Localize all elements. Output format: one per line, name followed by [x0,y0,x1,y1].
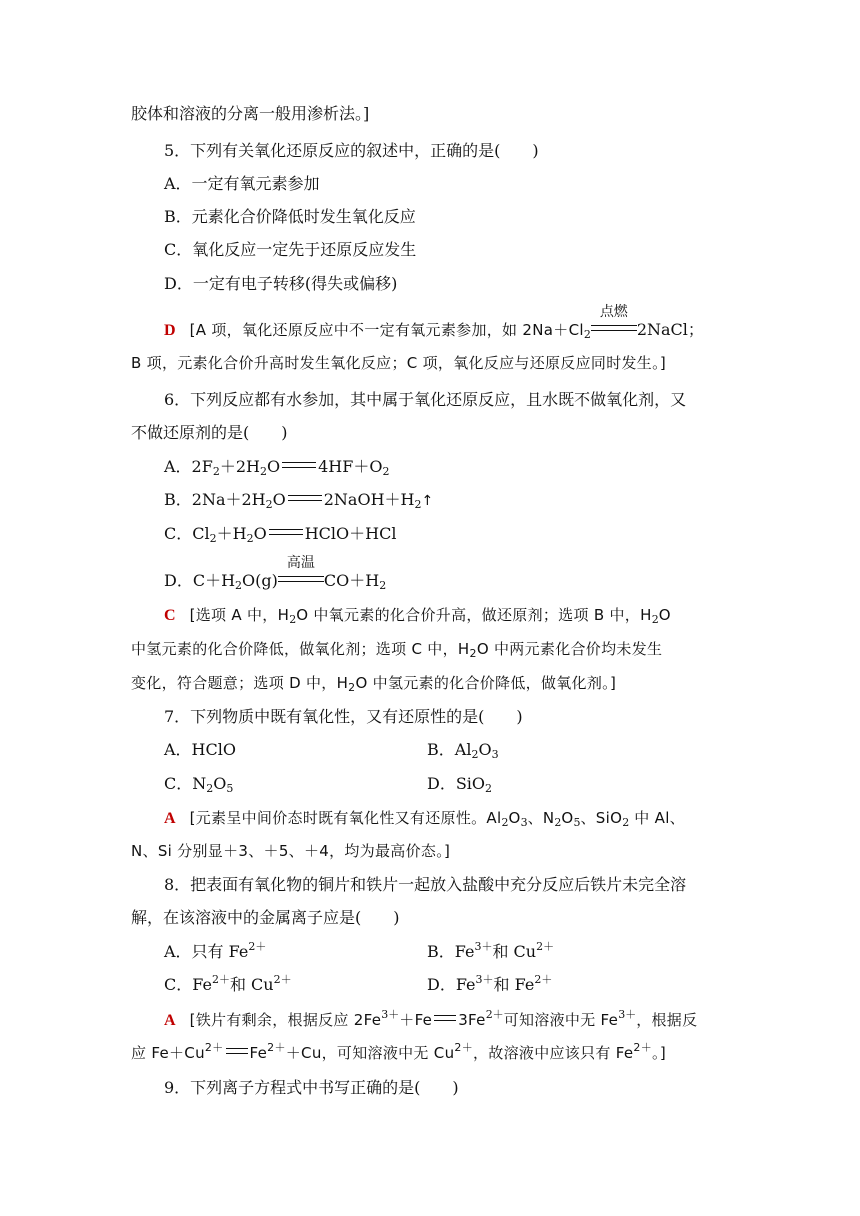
option-6d: D．$C+H_2O(g)$ 高温 $CO+H_2$ [164,555,387,592]
answer-6-line-2: 中氢元素的化合价降低，做氧化剂；选项 C 中，$H_2O$ 中两元素化合价均未发生 [131,640,663,660]
option-5d: D．一定有电子转移(得失或偏移) [164,274,398,293]
answer-5-letter: D [164,322,176,339]
option-7b: B．$Al_2O_3$ [427,740,499,761]
question-5: 5．下列有关氧化还原反应的叙述中，正确的是( ) [164,141,539,160]
answer-6-line-1: C [选项 A 中，$H_2O$ 中氧元素的化合价升高，做还原剂；选项 B 中，$H_2O$ [164,606,671,626]
option-8c: C．$Fe^{2+}$和 $Cu^{2+}$ [164,973,292,994]
answer-7-letter: A [164,810,176,827]
question-6-line-1: 6．下列反应都有水参加，其中属于氧化还原反应，且水既不做氧化剂，又 [164,390,687,409]
option-5b: B．元素化合价降低时发生氧化反应 [164,207,416,226]
answer-6-line-3: 变化，符合题意；选项 D 中，$H_2O$ 中氢元素的化合价降低，做氧化剂。] [131,674,617,694]
reaction-condition: 点燃 [591,319,637,341]
reaction-condition: 高温 [278,570,324,592]
option-5a: A．一定有氧元素参加 [164,174,320,193]
question-6-line-2: 不做还原剂的是( ) [131,423,288,442]
gas-arrow-icon: ↑ [421,493,434,509]
answer-8-letter: A [164,1012,176,1029]
question-8-line-2: 解，在该溶液中的金属离子应是( ) [131,908,400,927]
option-5c: C．氧化反应一定先于还原反应发生 [164,240,417,259]
option-8b: B．$Fe^{3+}$和 $Cu^{2+}$ [427,940,555,961]
option-7d: D．SiO$_2$ [427,774,493,795]
question-7: 7．下列物质中既有氧化性，又有还原性的是( ) [164,707,523,726]
answer-8-line-1: A [铁片有剩余，根据反应 $2Fe^{3+}+Fe$ $3Fe^{2+}$可知溶液中无 $Fe^{3+}$，根据反 [164,1008,698,1029]
option-6b: B．$2Na+2H_2O$ $2NaOH+H_2↑$ [164,490,434,511]
answer-5-line-1: D [A 项，氧化还原反应中不一定有氧元素参加，如 $2Na+Cl_2$ 点燃 2NaCl； [164,304,704,341]
answer-7-line-1: A [元素呈中间价态时既有氧化性又有还原性。$Al_2O_3$、$N_2O_5$、SiO$_2$ 中 Al、 [164,809,685,829]
option-8d: D．$Fe^{3+}$和 $Fe^{2+}$ [427,973,553,994]
text-line: 胶体和溶液的分离一般用渗析法。] [131,104,370,123]
answer-6-letter: C [164,607,176,624]
option-8a: A．只有 $Fe^{2+}$ [164,940,267,961]
answer-7-line-2: N、Si 分别显＋3、＋5、＋4，均为最高价态。] [131,842,451,860]
answer-8-line-2: 应 $Fe+Cu^{2+}$ $Fe^{2+}+Cu$，可知溶液中无 $Cu^{2+}$，故溶液中应该只有 $Fe^{2+}$。] [131,1041,666,1062]
option-6c: C．$Cl_2+H_2O$ HClO＋HCl [164,524,397,545]
answer-5-line-2: B 项，元素化合价升高时发生氧化反应；C 项，氧化反应与还原反应同时发生。] [131,354,667,372]
question-8-line-1: 8．把表面有氧化物的铜片和铁片一起放入盐酸中充分反应后铁片未完全溶 [164,875,687,894]
option-7c: C．$N_2O_5$ [164,774,234,795]
option-6a: A．$2F_2+2H_2O$ $4HF+O_2$ [164,457,390,478]
option-7a: A．HClO [164,740,236,759]
question-9: 9．下列离子方程式中书写正确的是( ) [164,1078,459,1097]
